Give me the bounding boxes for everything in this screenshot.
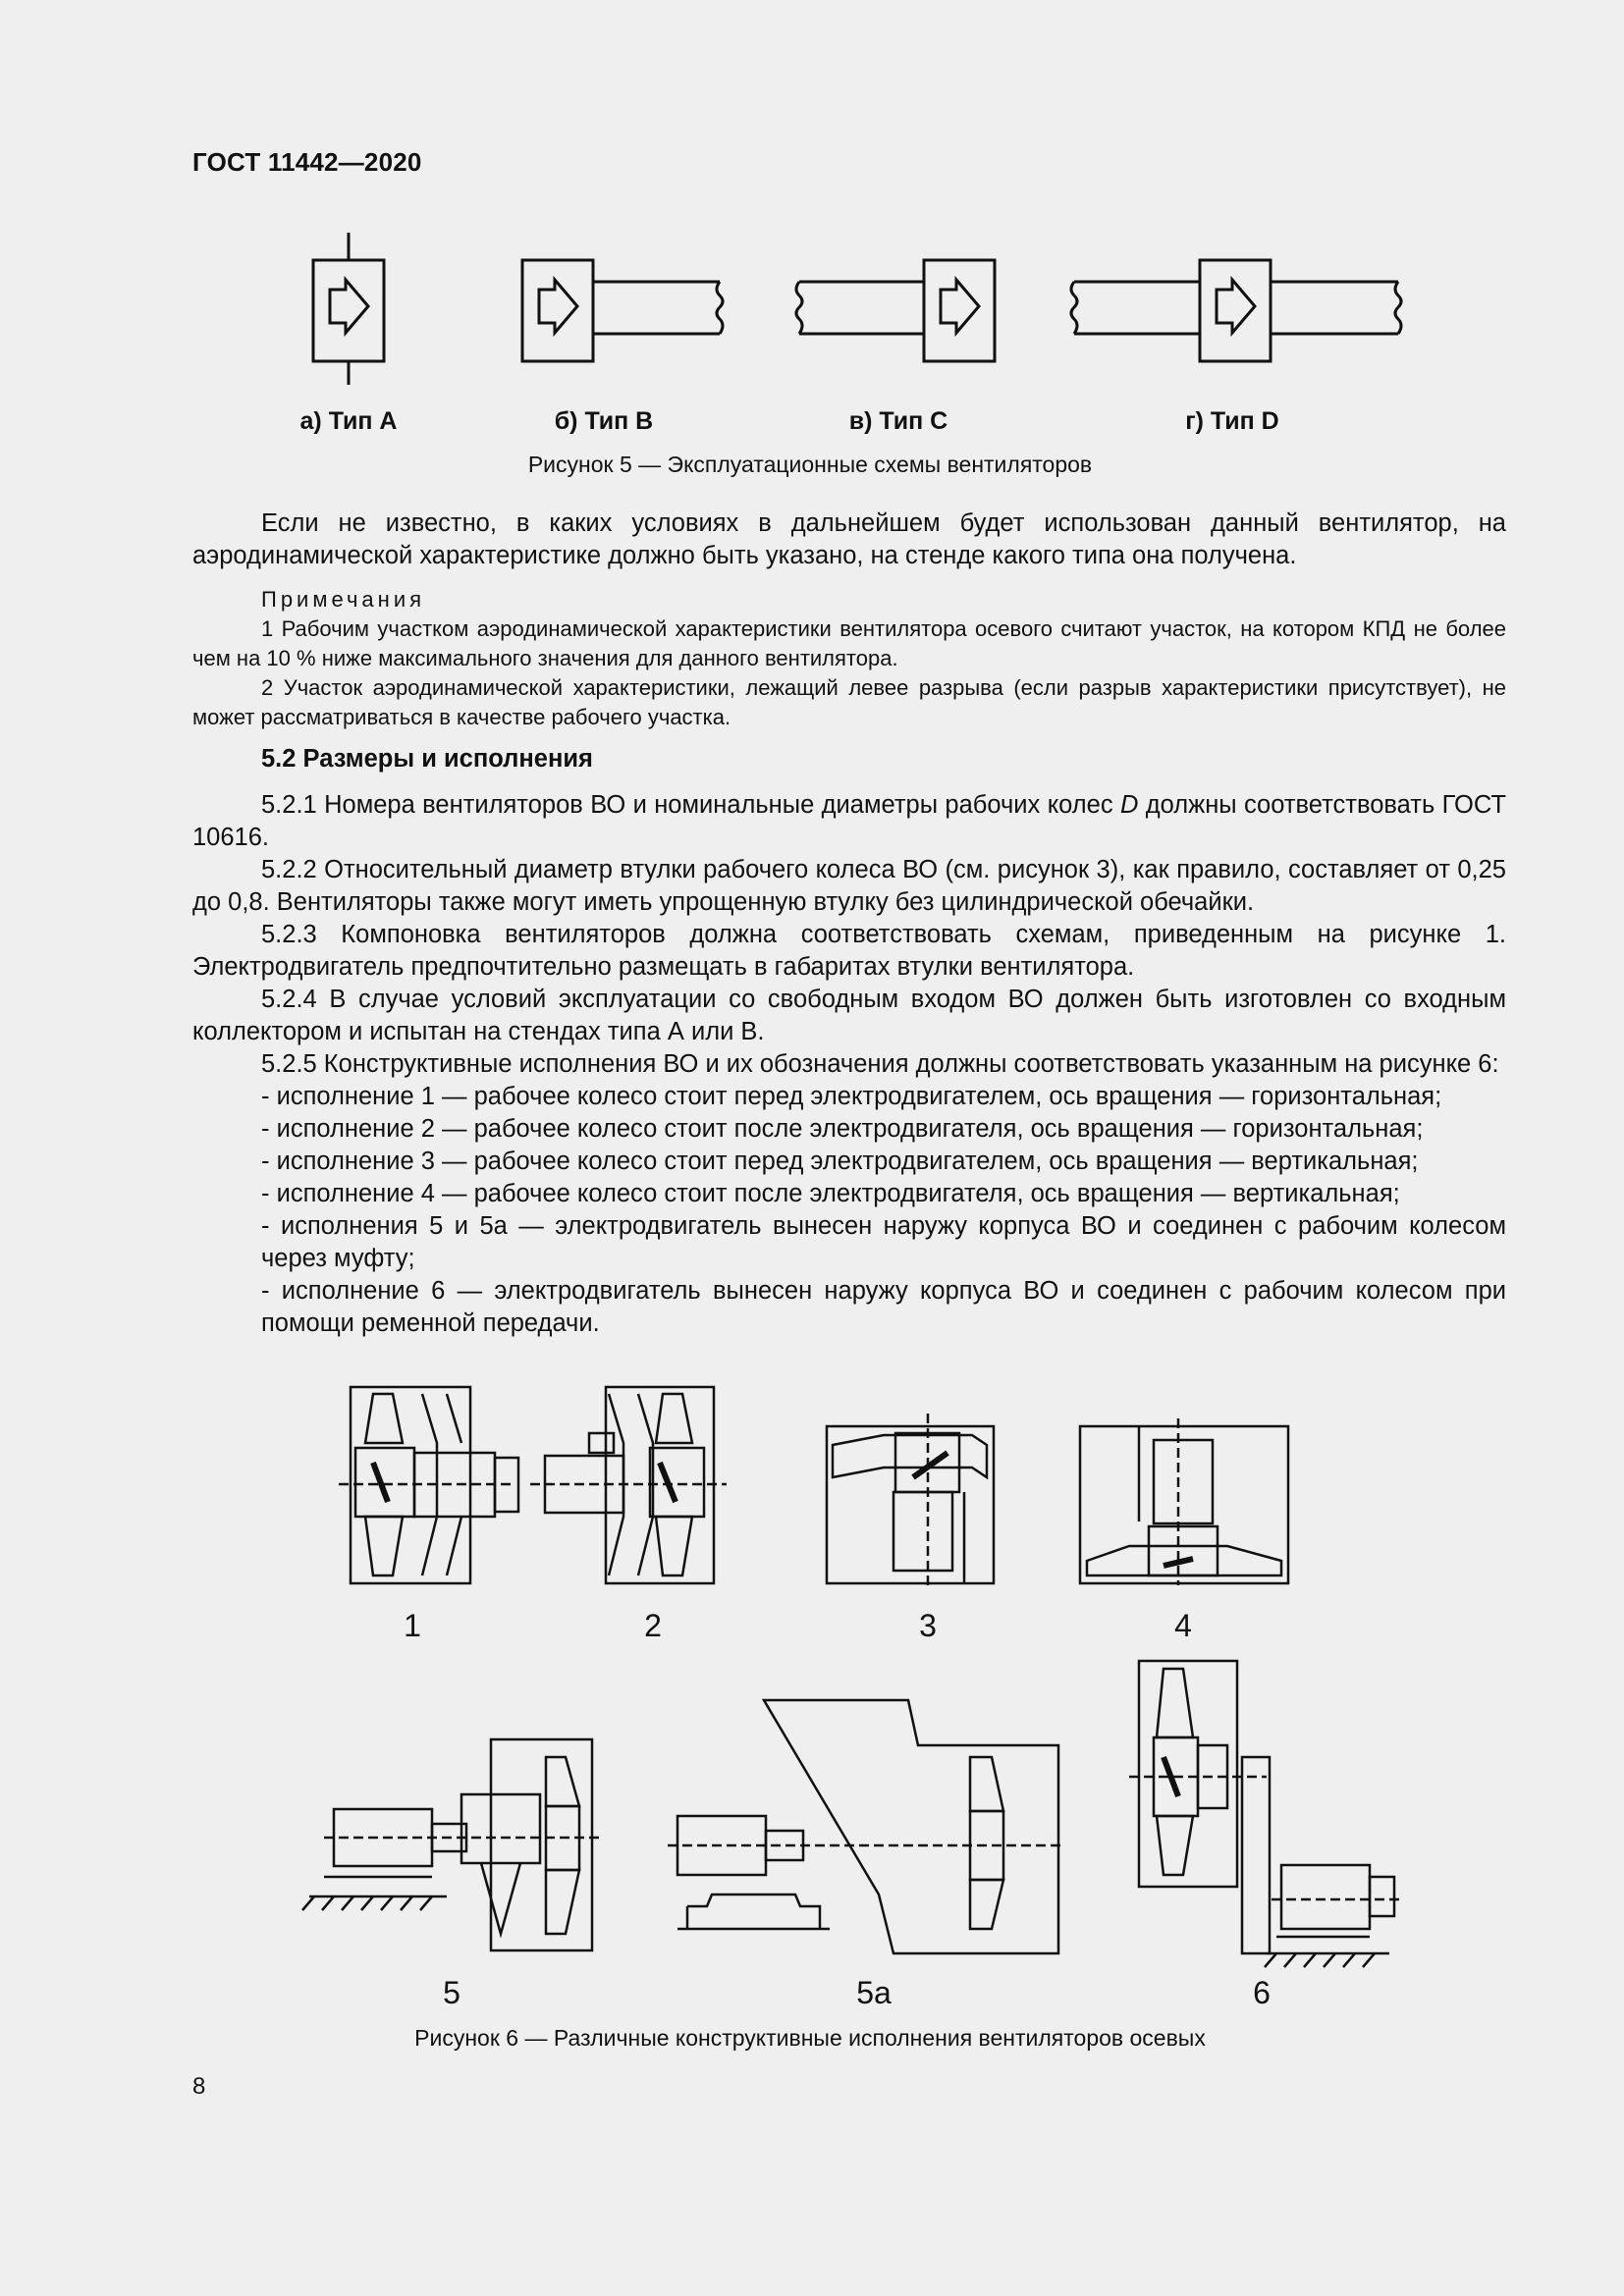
list-item: - исполнение 2 — рабочее колесо стоит после электродвигателя, ось вращения — горизонтальная;: [261, 1115, 1424, 1143]
figure5-label-a: а) Тип А: [299, 407, 398, 435]
figure6-label-4: 4: [1174, 1608, 1192, 1643]
figure6-caption: Рисунок 6 — Различные конструктивные исполнения вентиляторов осевых: [414, 2025, 1206, 2051]
figure5-label-d: г) Тип D: [1185, 407, 1279, 435]
page-number: 8: [192, 2073, 206, 2100]
list-item: - исполнение 6 — электродвигатель вынесен наружу корпуса ВО и соединен с рабочим колесом при помощи ременной передачи.: [261, 1277, 1506, 1337]
notes-title: Примечания: [261, 587, 426, 612]
section-title: 5.2 Размеры и исполнения: [261, 745, 593, 773]
intro-paragraph: Если не известно, в каких условиях в дальнейшем будет использован данный вентилятор, на аэродинамической характеристике должно быть указано, на стенде какого типа она получена.: [192, 509, 1506, 569]
figure5-label-c: в) Тип С: [848, 407, 948, 435]
note-2: 2 Участок аэродинамической характеристики, лежащий левее разрыва (если разрыв характеристики присутствует), не может рассматриваться в качестве рабочего участка.: [192, 675, 1506, 729]
figure6-label-5a: 5а: [856, 1975, 892, 2010]
figure6-label-6: 6: [1253, 1975, 1271, 2010]
p521-variable: D: [1119, 791, 1139, 819]
list-item: - исполнение 3 — рабочее колесо стоит перед электродвигателем, ось вращения — вертикальная;: [261, 1148, 1419, 1175]
figure6-label-2: 2: [644, 1608, 662, 1643]
p521-text-a: 5.2.1 Номера вентиляторов ВО и номинальные диаметры рабочих колес: [261, 791, 1120, 819]
note-1: 1 Рабочим участком аэродинамической характеристики вентилятора осевого считают участок, на котором КПД не более чем на 10 % ниже максимального значения для данного вентилятора.: [192, 616, 1506, 670]
figure5-caption: Рисунок 5 — Эксплуатационные схемы вентиляторов: [527, 452, 1093, 477]
figure6-label-3: 3: [919, 1608, 937, 1643]
p521-text-b: должны соответствовать ГОСТ 10616.: [192, 791, 1507, 851]
figure6-label-5: 5: [443, 1975, 460, 2010]
figure6-label-1: 1: [404, 1608, 421, 1643]
document-header: ГОСТ 11442—2020: [192, 147, 422, 177]
list-item: - исполнение 1 — рабочее колесо стоит перед электродвигателем, ось вращения — горизонтальная;: [261, 1083, 1442, 1110]
list-item: - исполнения 5 и 5а — электродвигатель вынесен наружу корпуса ВО и соединен с рабочим колесом через муфту;: [261, 1212, 1506, 1272]
list-item: - исполнение 4 — рабочее колесо стоит после электродвигателя, ось вращения — вертикальная;: [261, 1180, 1400, 1207]
paragraph-5-2-5: 5.2.5 Конструктивные исполнения ВО и их обозначения должны соответствовать указанным на рисунке 6:: [261, 1050, 1499, 1078]
paragraph-5-2-2: 5.2.2 Относительный диаметр втулки рабочего колеса ВО (см. рисунок 3), как правило, составляет от 0,25 до 0,8. Вентиляторы также могут иметь упрощенную втулку без цилиндрической обечайки.: [192, 856, 1506, 916]
figure5-label-b: б) Тип В: [554, 407, 654, 435]
paragraph-5-2-4: 5.2.4 В случае условий эксплуатации со свободным входом ВО должен быть изготовлен со входным коллектором и испытан на стендах типа А или В.: [192, 986, 1506, 1045]
paragraph-5-2-3: 5.2.3 Компоновка вентиляторов должна соответствовать схемам, приведенным на рисунке 1. Электродвигатель предпочтительно размещать в габаритах втулки вентилятора.: [192, 921, 1506, 981]
